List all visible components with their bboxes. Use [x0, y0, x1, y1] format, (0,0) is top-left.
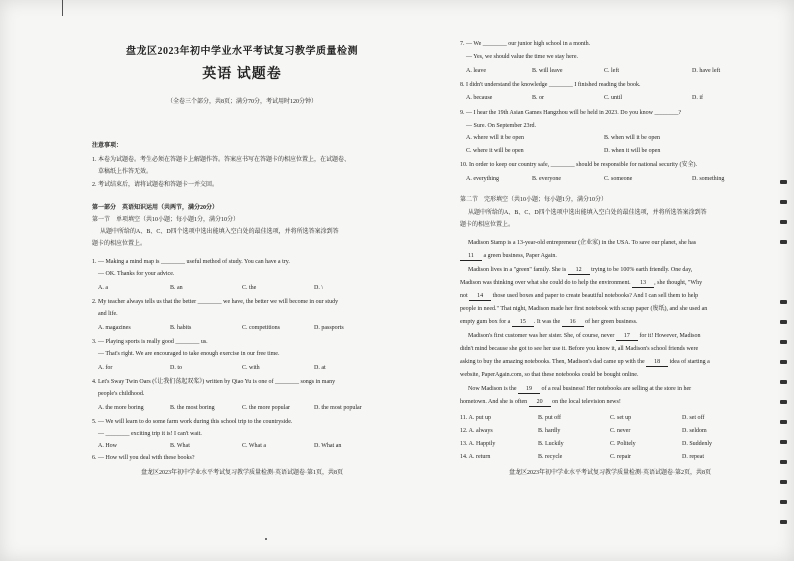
option-a: 11. A. put up	[460, 415, 491, 421]
question-1-reply: — OK. Thanks for your advice.	[98, 271, 175, 277]
part-1-heading: 第一部分 英语知识运用（共两节，满分20分）	[92, 205, 219, 211]
page-2	[460, 30, 760, 540]
passage-line: empty gum box for a 15 . It was the 16 of her green business.	[460, 319, 638, 325]
passage-line: Madison's first customer was her sister. She, of course, never 17 for it! However, Madison	[468, 333, 701, 339]
blank-14: 14	[469, 292, 491, 301]
option-a: 13. A. Happily	[460, 441, 496, 447]
binding-holes	[776, 0, 790, 561]
question-6: 6. — How will you deal with these books?	[92, 455, 195, 461]
question-4-cont: people's childhood.	[98, 391, 145, 397]
option-c: C. someone	[604, 176, 633, 182]
option-b: D. to	[170, 365, 182, 371]
option-d: D. at	[314, 365, 326, 371]
option-b: B. What	[170, 443, 190, 449]
option-a: A. leave	[466, 68, 486, 74]
option-b: B. put off	[538, 415, 562, 421]
scan-speck	[265, 538, 267, 540]
option-b: B. or	[532, 95, 544, 101]
passage-line: Madison lives in a "green" family. She is 12 trying to be 100% earth friendly. One day,	[468, 267, 693, 273]
option-c: C. the	[242, 285, 257, 291]
option-a: A. a	[98, 285, 108, 291]
option-b: B. Luckily	[538, 441, 564, 447]
question-3: 3. — Playing sports is really good ________ us.	[92, 339, 208, 345]
question-5-reply: — ________ exciting trip it is! I can't wait.	[98, 431, 202, 437]
option-a: 14. A. return	[460, 454, 491, 460]
blank-19: 19	[518, 385, 540, 394]
notes-heading: 注意事项：	[92, 143, 123, 149]
question-7-reply: — Yes, we should value the time we stay here.	[466, 54, 578, 60]
question-3-reply: — That's right. We are encouraged to take enough exercise in our free time.	[98, 351, 280, 357]
question-8: 8. I didn't understand the knowledge ________ I finished reading the book.	[460, 82, 641, 88]
passage-line: people in need." That night, Madison made her first notebook with scrap paper (废纸), and she used an	[460, 306, 708, 312]
option-d: D. repeat	[682, 454, 704, 460]
option-c: C. with	[242, 365, 260, 371]
section-1-instructions: 从题中所给的A、B、C、D四个选项中选出能填入空白处的最佳选项，并将所选答案涂到答	[100, 229, 339, 235]
option-b: B. an	[170, 285, 183, 291]
passage-line: 11 a green business, Paper Again.	[460, 252, 557, 261]
option-c: C. until	[604, 95, 623, 101]
section-1-heading: 第一节 单项填空（共10小题；每小题1分，满分10分）	[92, 217, 240, 223]
option-b: B. will leave	[532, 68, 563, 74]
page-footer: 盘龙区2023年初中学业水平考试复习教学质量检测·英语试题卷·第1页，共8页	[141, 470, 343, 476]
question-2-cont: and life.	[98, 311, 118, 317]
section-1-instructions-cont: 题卡的相应位置上。	[92, 241, 147, 247]
section-2-instructions: 从题中所给的A、B、C、D四个选项中选出能填入空白处的最佳选项，并将所选答案涂到答	[468, 210, 707, 216]
option-d: D. the most popular	[314, 405, 362, 411]
paper-title: 英语 试题卷	[202, 67, 282, 82]
section-2-instructions-cont: 题卡的相应位置上。	[460, 222, 515, 228]
passage-line: website, PaperAgain.com, so that these notebooks could be bought online.	[460, 372, 639, 378]
question-9-reply: — Sure. On September 23rd.	[466, 123, 536, 129]
question-9: 9. — I hear the 19th Asian Games Hangzhou will be held in 2023. Do you know ________?	[460, 110, 682, 116]
option-b: B. when will it be open	[604, 135, 660, 141]
passage-line: didn't mind because she got to see her use it. Before you know it, all Madison's school friends were	[460, 346, 699, 352]
option-b: B. everyone	[532, 176, 561, 182]
option-c: C. the more popular	[242, 405, 290, 411]
option-c: C. never	[610, 428, 631, 434]
exam-title: 盘龙区2023年初中学业水平考试复习教学质量检测	[126, 46, 358, 57]
exam-info: （全卷三个部分，共8页；满分70分，考试用时120分钟）	[166, 99, 317, 105]
blank-16: 16	[562, 318, 584, 327]
option-d: D. have left	[692, 68, 721, 74]
blank-13: 13	[632, 279, 654, 288]
option-d: D. passports	[314, 325, 344, 331]
option-d: D. set off	[682, 415, 705, 421]
option-d: D. seldom	[682, 428, 707, 434]
option-d: D. What an	[314, 443, 342, 449]
option-d: D. \	[314, 285, 323, 291]
option-b: B. habits	[170, 325, 192, 331]
option-a: A. for	[98, 365, 113, 371]
option-a: A. because	[466, 95, 493, 101]
option-a: A. where will it be open	[466, 135, 524, 141]
option-d: D. if	[692, 95, 703, 101]
passage-line: asking to buy the amazing notebooks. Then, Madison's dad came up with the 18 idea of starting a	[460, 359, 710, 365]
option-c: C. What a	[242, 443, 267, 449]
option-a: 12. A. always	[460, 428, 493, 434]
passage-line: hometown. And she is often 20 on the local television news!	[460, 399, 621, 405]
blank-20: 20	[529, 398, 551, 407]
section-2-heading: 第二节 完形填空（共10小题；每小题1分，满分10分）	[460, 197, 608, 203]
passage-line: Madison was thinking over what she could do to help the environment. 13 , she thought, "Why	[460, 280, 703, 286]
option-c: C. where it will be open	[466, 148, 524, 154]
passage-line: Madison Stamp is a 13-year-old entrepreneur (企业家) in the USA. To save our planet, she has	[468, 240, 697, 246]
question-10: 10. In order to keep our country safe, ________ should be responsible for national security (安全).	[460, 162, 697, 168]
option-d: D. Suddenly	[682, 441, 712, 447]
note-1: 1. 本卷为试题卷。考生必须在答题卡上解题作答。答案应书写在答题卡的相应位置上，在试题卷、	[92, 157, 351, 163]
question-4: 4. Let's Sway Twin Oars (《让我们荡起双桨》) written by Qiao Yu is one of ________ songs in many	[92, 379, 336, 385]
question-2: 2. My teacher always tells us that the better ________ we have, the better we will become in our study	[92, 299, 339, 305]
option-a: A. everything	[466, 176, 499, 182]
question-7: 7. — We ________ our junior high school in a month.	[460, 41, 591, 47]
option-d: D. something	[692, 176, 725, 182]
option-c: C. set up	[610, 415, 632, 421]
option-c: C. repair	[610, 454, 631, 460]
option-d: D. when it will be open	[604, 148, 661, 154]
option-c: C. competitions	[242, 325, 280, 331]
note-2: 2. 考试结束后，请将试题卷和答题卡一并交回。	[92, 182, 219, 188]
blank-17: 17	[616, 332, 638, 341]
note-1-cont: 草稿纸上作答无效。	[98, 169, 153, 175]
blank-12: 12	[568, 266, 590, 275]
blank-11: 11	[460, 252, 482, 261]
option-b: B. hardly	[538, 428, 561, 434]
blank-15: 15	[512, 318, 534, 327]
option-c: C. Politely	[610, 441, 636, 447]
option-b: B. recycle	[538, 454, 563, 460]
option-a: A. How	[98, 443, 117, 449]
question-5: 5. — We will learn to do some farm work during this school trip to the countryside.	[92, 419, 293, 425]
passage-line: Now Madison is the 19 of a real business! Her notebooks are selling at the store in her	[468, 386, 692, 392]
option-c: C. left	[604, 68, 619, 74]
option-b: B. the most boring	[170, 405, 215, 411]
scan-corner-mark	[62, 0, 63, 16]
page-1	[92, 30, 392, 540]
passage-line: not 14 those used boxes and paper to create beautiful notebooks? And I can sell them to help	[460, 293, 699, 299]
blank-18: 18	[646, 358, 668, 367]
option-a: A. the more boring	[98, 405, 144, 411]
page-footer: 盘龙区2023年初中学业水平考试复习教学质量检测·英语试题卷·第2页，共8页	[509, 470, 711, 476]
question-1: 1. — Making a mind map is ________ useful method of study. You can have a try.	[92, 259, 290, 265]
option-a: A. magazines	[98, 325, 131, 331]
